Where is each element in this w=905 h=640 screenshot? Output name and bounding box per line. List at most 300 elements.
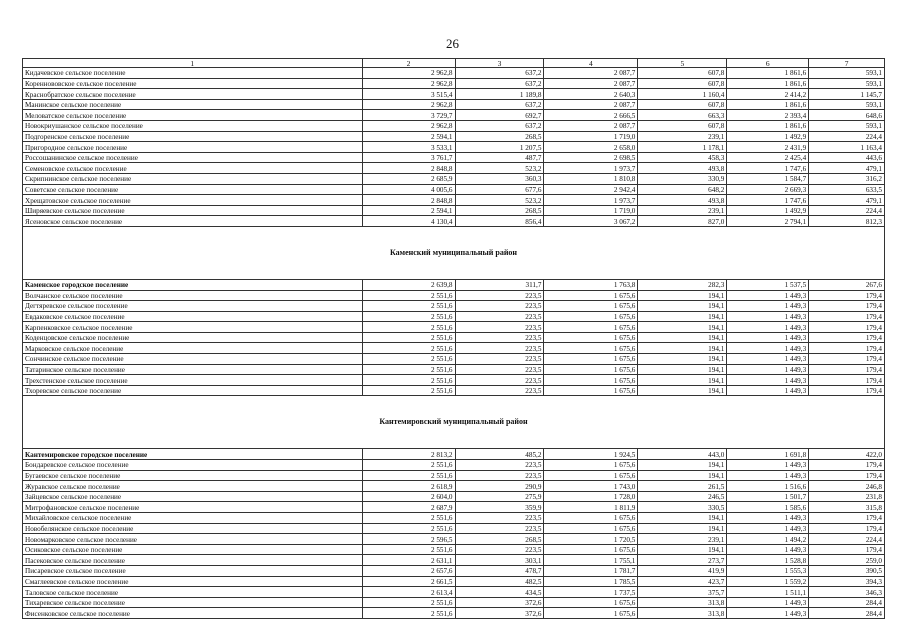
table-row <box>23 555 885 566</box>
value-cell: 224,4 <box>809 534 885 545</box>
table-row <box>23 385 885 396</box>
value-cell: 1 691,8 <box>727 449 809 460</box>
value-cell: 593,1 <box>809 78 885 89</box>
value-cell: 1 675,6 <box>544 364 638 375</box>
value-cell: 677,6 <box>455 184 544 195</box>
value-cell: 223,5 <box>455 290 544 301</box>
value-cell: 485,2 <box>455 449 544 460</box>
value-cell: 1 585,6 <box>727 502 809 513</box>
value-cell: 2 962,8 <box>362 78 455 89</box>
value-cell: 1 163,4 <box>809 142 885 153</box>
value-cell: 1 675,6 <box>544 513 638 524</box>
table-row <box>23 99 885 110</box>
table-row <box>23 173 885 184</box>
value-cell: 267,6 <box>809 279 885 290</box>
value-cell: 1 675,6 <box>544 375 638 386</box>
value-cell: 2 848,8 <box>362 163 455 174</box>
settlement-name: Подгоренское сельское поселение <box>23 131 363 142</box>
value-cell: 246,8 <box>809 481 885 492</box>
value-cell: 1 675,6 <box>544 343 638 354</box>
value-cell: 390,5 <box>809 565 885 576</box>
value-cell: 648,6 <box>809 110 885 121</box>
value-cell: 1 861,6 <box>727 68 809 79</box>
value-cell: 1 537,5 <box>727 279 809 290</box>
value-cell: 1 492,9 <box>727 131 809 142</box>
value-cell: 1 675,6 <box>544 385 638 396</box>
value-cell: 315,8 <box>809 502 885 513</box>
value-cell: 1 675,6 <box>544 311 638 322</box>
settlement-name: Трехстенское сельское поселение <box>23 375 363 386</box>
value-cell: 2 551,6 <box>362 290 455 301</box>
value-cell: 179,4 <box>809 513 885 524</box>
value-cell: 2 794,1 <box>727 216 809 227</box>
value-cell: 1 449,3 <box>727 597 809 608</box>
value-cell: 330,5 <box>638 502 727 513</box>
table-row <box>23 460 885 471</box>
value-cell: 1 747,6 <box>727 163 809 174</box>
value-cell: 1 810,8 <box>544 173 638 184</box>
value-cell: 2 551,6 <box>362 301 455 312</box>
settlement-name: Волчанское сельское поселение <box>23 290 363 301</box>
value-cell: 346,3 <box>809 587 885 598</box>
value-cell: 311,7 <box>455 279 544 290</box>
value-cell: 3 067,2 <box>544 216 638 227</box>
settlement-name: Кореннововское сельское поселение <box>23 78 363 89</box>
value-cell: 523,2 <box>455 163 544 174</box>
value-cell: 1 501,7 <box>727 491 809 502</box>
table-row <box>23 78 885 89</box>
value-cell: 2 551,6 <box>362 332 455 343</box>
value-cell: 194,1 <box>638 332 727 343</box>
value-cell: 1 973,7 <box>544 163 638 174</box>
value-cell: 419,9 <box>638 565 727 576</box>
value-cell: 2 393,4 <box>727 110 809 121</box>
value-cell: 194,1 <box>638 364 727 375</box>
value-cell: 275,9 <box>455 491 544 502</box>
value-cell: 194,1 <box>638 322 727 333</box>
value-cell: 179,4 <box>809 322 885 333</box>
value-cell: 1 145,7 <box>809 89 885 100</box>
settlement-name: Кантемировское городское поселение <box>23 449 363 460</box>
settlement-name: Татаринское сельское поселение <box>23 364 363 375</box>
settlement-name: Дегтяревское сельское поселение <box>23 301 363 312</box>
value-cell: 179,4 <box>809 332 885 343</box>
value-cell: 2 604,0 <box>362 491 455 502</box>
settlement-name: Марковское сельское поселение <box>23 343 363 354</box>
settlement-name: Семеновское сельское поселение <box>23 163 363 174</box>
value-cell: 231,8 <box>809 491 885 502</box>
value-cell: 2 631,1 <box>362 555 455 566</box>
value-cell: 2 962,8 <box>362 99 455 110</box>
table-row <box>23 470 885 481</box>
value-cell: 223,5 <box>455 364 544 375</box>
value-cell: 194,1 <box>638 513 727 524</box>
table-row <box>23 481 885 492</box>
value-cell: 2 687,9 <box>362 502 455 513</box>
value-cell: 194,1 <box>638 354 727 365</box>
value-cell: 223,5 <box>455 332 544 343</box>
value-cell: 2 551,6 <box>362 311 455 322</box>
value-cell: 1 559,2 <box>727 576 809 587</box>
value-cell: 607,8 <box>638 68 727 79</box>
value-cell: 1 675,6 <box>544 608 638 619</box>
value-cell: 479,1 <box>809 163 885 174</box>
value-cell: 282,3 <box>638 279 727 290</box>
value-cell: 290,9 <box>455 481 544 492</box>
value-cell: 359,9 <box>455 502 544 513</box>
table-row <box>23 576 885 587</box>
value-cell: 593,1 <box>809 99 885 110</box>
value-cell: 1 755,1 <box>544 555 638 566</box>
settlement-name: Писаревское сельское поселение <box>23 565 363 576</box>
section-title: Кантемировский муниципальный район <box>23 396 885 449</box>
value-cell: 1 516,6 <box>727 481 809 492</box>
value-cell: 1 728,0 <box>544 491 638 502</box>
value-cell: 273,7 <box>638 555 727 566</box>
table-row <box>23 332 885 343</box>
value-cell: 1 449,3 <box>727 544 809 555</box>
value-cell: 1 861,6 <box>727 78 809 89</box>
value-cell: 1 743,0 <box>544 481 638 492</box>
value-cell: 1 584,7 <box>727 173 809 184</box>
value-cell: 637,2 <box>455 78 544 89</box>
value-cell: 3 515,4 <box>362 89 455 100</box>
value-cell: 224,4 <box>809 205 885 216</box>
table-row <box>23 163 885 174</box>
value-cell: 194,1 <box>638 375 727 386</box>
value-cell: 3 533,1 <box>362 142 455 153</box>
value-cell: 1 924,5 <box>544 449 638 460</box>
value-cell: 179,4 <box>809 364 885 375</box>
settlement-name: Тхоревское сельское поселение <box>23 385 363 396</box>
value-cell: 284,4 <box>809 597 885 608</box>
value-cell: 2 669,3 <box>727 184 809 195</box>
value-cell: 637,2 <box>455 120 544 131</box>
table-row <box>23 184 885 195</box>
value-cell: 223,5 <box>455 523 544 534</box>
value-cell: 1 449,3 <box>727 322 809 333</box>
value-cell: 284,4 <box>809 608 885 619</box>
settlement-name: Коденцовское сельское поселение <box>23 332 363 343</box>
value-cell: 1 747,6 <box>727 195 809 206</box>
value-cell: 607,8 <box>638 78 727 89</box>
value-cell: 2 594,1 <box>362 205 455 216</box>
table-row <box>23 152 885 163</box>
value-cell: 2 551,6 <box>362 460 455 471</box>
value-cell: 487,7 <box>455 152 544 163</box>
value-cell: 2 551,6 <box>362 597 455 608</box>
value-cell: 2 618,9 <box>362 481 455 492</box>
table-row <box>23 597 885 608</box>
value-cell: 1 449,3 <box>727 513 809 524</box>
value-cell: 223,5 <box>455 343 544 354</box>
table-row <box>23 449 885 460</box>
column-header: 6 <box>727 59 809 68</box>
table-row <box>23 322 885 333</box>
value-cell: 2 551,6 <box>362 513 455 524</box>
settlement-name: Фисенковское сельское поселение <box>23 608 363 619</box>
header-row <box>23 59 885 68</box>
table-row <box>23 142 885 153</box>
value-cell: 179,4 <box>809 375 885 386</box>
value-cell: 179,4 <box>809 385 885 396</box>
value-cell: 224,4 <box>809 131 885 142</box>
table-row <box>23 68 885 79</box>
settlement-name: Новокриушанское сельское поселение <box>23 120 363 131</box>
value-cell: 2 551,6 <box>362 343 455 354</box>
value-cell: 261,5 <box>638 481 727 492</box>
value-cell: 523,2 <box>455 195 544 206</box>
value-cell: 1 719,0 <box>544 205 638 216</box>
value-cell: 2 087,7 <box>544 120 638 131</box>
value-cell: 2 087,7 <box>544 99 638 110</box>
value-cell: 179,4 <box>809 290 885 301</box>
value-cell: 493,8 <box>638 195 727 206</box>
value-cell: 2 661,5 <box>362 576 455 587</box>
column-header: 4 <box>544 59 638 68</box>
value-cell: 1 785,5 <box>544 576 638 587</box>
value-cell: 179,4 <box>809 470 885 481</box>
value-cell: 1 675,6 <box>544 322 638 333</box>
column-header: 5 <box>638 59 727 68</box>
value-cell: 2 551,6 <box>362 385 455 396</box>
value-cell: 2 551,6 <box>362 608 455 619</box>
value-cell: 1 555,3 <box>727 565 809 576</box>
value-cell: 313,8 <box>638 608 727 619</box>
value-cell: 375,7 <box>638 587 727 598</box>
value-cell: 2 666,5 <box>544 110 638 121</box>
value-cell: 2 551,6 <box>362 470 455 481</box>
value-cell: 1 781,7 <box>544 565 638 576</box>
value-cell: 179,4 <box>809 544 885 555</box>
value-cell: 223,5 <box>455 322 544 333</box>
value-cell: 856,4 <box>455 216 544 227</box>
value-cell: 1 494,2 <box>727 534 809 545</box>
value-cell: 1 449,3 <box>727 332 809 343</box>
value-cell: 194,1 <box>638 311 727 322</box>
value-cell: 194,1 <box>638 385 727 396</box>
table-row <box>23 354 885 365</box>
value-cell: 1 675,6 <box>544 523 638 534</box>
value-cell: 1 675,6 <box>544 470 638 481</box>
value-cell: 1 675,6 <box>544 290 638 301</box>
value-cell: 1 720,5 <box>544 534 638 545</box>
settlement-name: Ясеновское сельское поселение <box>23 216 363 227</box>
value-cell: 458,3 <box>638 152 727 163</box>
table-row <box>23 375 885 386</box>
value-cell: 303,1 <box>455 555 544 566</box>
settlement-name: Кидачевское сельское поселение <box>23 68 363 79</box>
value-cell: 1 675,6 <box>544 354 638 365</box>
value-cell: 316,2 <box>809 173 885 184</box>
value-cell: 663,3 <box>638 110 727 121</box>
value-cell: 1 675,6 <box>544 301 638 312</box>
value-cell: 1 861,6 <box>727 120 809 131</box>
value-cell: 194,1 <box>638 460 727 471</box>
value-cell: 482,5 <box>455 576 544 587</box>
value-cell: 1 189,8 <box>455 89 544 100</box>
settlement-name: Пасековское сельское поселение <box>23 555 363 566</box>
settlement-name: Новобелянское сельское поселение <box>23 523 363 534</box>
settlement-name: Михайловское сельское поселение <box>23 513 363 524</box>
value-cell: 2 551,6 <box>362 375 455 386</box>
value-cell: 223,5 <box>455 301 544 312</box>
value-cell: 194,1 <box>638 470 727 481</box>
value-cell: 223,5 <box>455 470 544 481</box>
value-cell: 179,4 <box>809 354 885 365</box>
value-cell: 2 551,6 <box>362 354 455 365</box>
value-cell: 246,5 <box>638 491 727 502</box>
table-row <box>23 364 885 375</box>
value-cell: 422,0 <box>809 449 885 460</box>
value-cell: 1 449,3 <box>727 364 809 375</box>
value-cell: 1 737,5 <box>544 587 638 598</box>
value-cell: 648,2 <box>638 184 727 195</box>
value-cell: 637,2 <box>455 99 544 110</box>
table-row <box>23 301 885 312</box>
value-cell: 593,1 <box>809 68 885 79</box>
section-row <box>23 226 885 279</box>
value-cell: 2 551,6 <box>362 364 455 375</box>
settlement-name: Ширяевское сельское поселение <box>23 205 363 216</box>
page-number: 26 <box>446 36 459 51</box>
value-cell: 372,6 <box>455 608 544 619</box>
value-cell: 1 763,8 <box>544 279 638 290</box>
table-row <box>23 120 885 131</box>
column-header: 3 <box>455 59 544 68</box>
table-body <box>23 59 885 619</box>
value-cell: 239,1 <box>638 205 727 216</box>
value-cell: 2 425,4 <box>727 152 809 163</box>
settlement-name: Краснобратское сельское поселение <box>23 89 363 100</box>
value-cell: 1 178,1 <box>638 142 727 153</box>
table-row <box>23 565 885 576</box>
settlement-name: Тихаревское сельское поселение <box>23 597 363 608</box>
value-cell: 1 449,3 <box>727 290 809 301</box>
value-cell: 239,1 <box>638 534 727 545</box>
table-row <box>23 523 885 534</box>
value-cell: 812,3 <box>809 216 885 227</box>
value-cell: 443,6 <box>809 152 885 163</box>
value-cell: 1 449,3 <box>727 523 809 534</box>
value-cell: 443,0 <box>638 449 727 460</box>
value-cell: 478,7 <box>455 565 544 576</box>
value-cell: 692,7 <box>455 110 544 121</box>
value-cell: 2 613,4 <box>362 587 455 598</box>
value-cell: 2 813,2 <box>362 449 455 460</box>
value-cell: 2 596,5 <box>362 534 455 545</box>
value-cell: 179,4 <box>809 311 885 322</box>
value-cell: 2 087,7 <box>544 68 638 79</box>
value-cell: 479,1 <box>809 195 885 206</box>
value-cell: 2 640,3 <box>544 89 638 100</box>
value-cell: 607,8 <box>638 99 727 110</box>
table-row <box>23 216 885 227</box>
table-row <box>23 513 885 524</box>
value-cell: 194,1 <box>638 343 727 354</box>
value-cell: 194,1 <box>638 290 727 301</box>
settlement-name: Бондаревское сельское поселение <box>23 460 363 471</box>
value-cell: 2 594,1 <box>362 131 455 142</box>
table-row <box>23 195 885 206</box>
value-cell: 1 449,3 <box>727 608 809 619</box>
value-cell: 2 942,4 <box>544 184 638 195</box>
value-cell: 179,4 <box>809 343 885 354</box>
value-cell: 1 492,9 <box>727 205 809 216</box>
settlement-name: Бугаевское сельское поселение <box>23 470 363 481</box>
value-cell: 313,8 <box>638 597 727 608</box>
column-header: 7 <box>809 59 885 68</box>
section-row <box>23 396 885 449</box>
value-cell: 268,5 <box>455 131 544 142</box>
value-cell: 330,9 <box>638 173 727 184</box>
value-cell: 179,4 <box>809 460 885 471</box>
value-cell: 1 449,3 <box>727 385 809 396</box>
value-cell: 1 719,0 <box>544 131 638 142</box>
value-cell: 2 551,6 <box>362 544 455 555</box>
value-cell: 2 414,2 <box>727 89 809 100</box>
settlement-name: Евдаковское сельское поселение <box>23 311 363 322</box>
value-cell: 1 675,6 <box>544 544 638 555</box>
settlement-name: Журавское сельское поселение <box>23 481 363 492</box>
value-cell: 1 511,1 <box>727 587 809 598</box>
value-cell: 2 962,8 <box>362 120 455 131</box>
settlement-name: Россошанинское сельское поселение <box>23 152 363 163</box>
value-cell: 4 130,4 <box>362 216 455 227</box>
settlement-name: Скрипнинское сельское поселение <box>23 173 363 184</box>
table-row <box>23 110 885 121</box>
value-cell: 1 528,8 <box>727 555 809 566</box>
value-cell: 637,2 <box>455 68 544 79</box>
table-row <box>23 587 885 598</box>
value-cell: 493,8 <box>638 163 727 174</box>
value-cell: 2 551,6 <box>362 322 455 333</box>
table-row <box>23 290 885 301</box>
settlement-name: Каменское городское поселение <box>23 279 363 290</box>
value-cell: 268,5 <box>455 534 544 545</box>
settlement-name: Зайцевское сельское поселение <box>23 491 363 502</box>
value-cell: 223,5 <box>455 460 544 471</box>
value-cell: 2 658,0 <box>544 142 638 153</box>
value-cell: 1 675,6 <box>544 597 638 608</box>
table-row <box>23 343 885 354</box>
value-cell: 2 685,9 <box>362 173 455 184</box>
value-cell: 1 449,3 <box>727 311 809 322</box>
data-table <box>22 58 885 619</box>
settlement-name: Пригородное сельское поселение <box>23 142 363 153</box>
value-cell: 1 675,6 <box>544 460 638 471</box>
settlement-name: Меловатское сельское поселение <box>23 110 363 121</box>
value-cell: 1 207,5 <box>455 142 544 153</box>
value-cell: 259,0 <box>809 555 885 566</box>
settlement-name: Сончинское сельское поселение <box>23 354 363 365</box>
table-row <box>23 534 885 545</box>
value-cell: 1 449,3 <box>727 375 809 386</box>
table-row <box>23 311 885 322</box>
settlement-name: Таловское сельское поселение <box>23 587 363 598</box>
value-cell: 223,5 <box>455 354 544 365</box>
value-cell: 1 449,3 <box>727 301 809 312</box>
value-cell: 223,5 <box>455 311 544 322</box>
value-cell: 633,5 <box>809 184 885 195</box>
settlement-name: Осиковское сельское поселение <box>23 544 363 555</box>
table-row <box>23 131 885 142</box>
value-cell: 223,5 <box>455 385 544 396</box>
value-cell: 1 811,9 <box>544 502 638 513</box>
value-cell: 2 698,5 <box>544 152 638 163</box>
section-title: Каменский муниципальный район <box>23 226 885 279</box>
value-cell: 1 449,3 <box>727 343 809 354</box>
